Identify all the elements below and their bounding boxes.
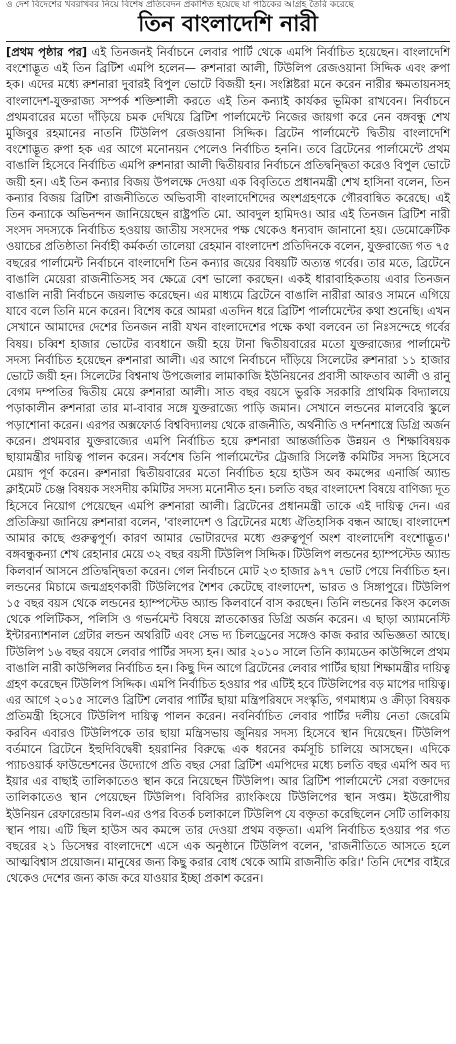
article-body-paragraph (6, 44, 450, 887)
article-body-text: এই তিনজনই নির্বাচনে লেবার পার্টি থেকে এমপি নির্বাচিত হয়েছেন। বাংলাদেশি বংশোদ্ভূত এই তিন ব্রিটিশ এমপি হলেন— রুশনারা আলী, টিউলিপ রেজওয়ানা সিদ্দিক এবং রুপা হক। এদের মধ্যে রুশনারা দুবারই বিপুল ভোটে বিজয়ী হন। সংশ্লিষ্টরা মনে করেন নারীর ক্ষমতায়নসহ বাংলাদেশ-যুক্তরাজ্য সম্পর্ক শক্তিশালী করতে এই তিন কন্যাই কার্যকর ভূমিকা রাখবেন। নির্বাচনে প্রথমবারের মতো দাঁড়িয়ে চমক দেখিয়ে ব্রিটিশ পার্লামেন্টে নিজের জায়গা করে নেন বঙ্গবন্ধু শেখ মুজিবুর রহমানের নাতনি টিউলিপ রেজওয়ানা সিদ্দিক। ব্রিটেন পার্লামেন্টে দ্বিতীয় বাংলাদেশি বংশোদ্ভূত রুপা হক এর আগে মনোনয়ন পেলেও নির্বাচিত হননি। তবে ব্রিটেনের পার্লামেন্টে প্রথম বাঙালি হিসেবে নির্বাচিত এমপি রুশনারা আলী দ্বিতীয়বার নির্বাচনে প্রতিদ্বন্দ্বিতা করেও বিপুল ভোটে জয়ী হন। এই তিন কন্যার বিজয় উপলক্ষে দেওয়া এক বিবৃতিতে প্রধানমন্ত্রী শেখ হাসিনা বলেন, তিন কন্যার বিজয় ব্রিটিশ রাজনীতিতে অভিবাসী বাংলাদেশিদের অংশগ্রহণকে গৌরবান্বিত করেছে। এই তিন কন্যাকে অভিনন্দন জানিয়েছেন রাষ্ট্রপতি মো. আবদুল হামিদও। আর এই তিনজন ব্রিটিশ নারী সংসদ সদস্যকে নির্বাচিত হওয়ায় জাতীয় সংসদের পক্ষ থেকেও ধন্যবাদ জানানো হয়। ডেমোক্রেটিক ওয়াচের প্রতিষ্ঠাতা নির্বাহী কর্মকর্তা তালেয়া রেহমান বাংলাদেশ প্রতিদিনকে বলেন, যুক্তরাজ্যে গত ৭৫ বছরের পার্লামেন্ট নির্বাচনে বাংলাদেশি তিন কন্যার জয়ের বিষয়টি অত্যন্ত গর্বের। তার মতে, ব্রিটেনে বাঙালি মেয়েরা রাজনীতিসহ সব ক্ষেত্রে বেশ ভালো করছেন। একই ধারাবাহিকতায় এবার তিনজন বাঙালি নারী নির্বাচনে জয়লাভ করেছেন। এর মাধ্যমে ব্রিটেনে বাঙালি নারীরা আরও সামনে এগিয়ে যাবে বলে তিনি মনে করেন। বিশেষ করে আমরা এতদিন ধরে ব্রিটিশ পার্লামেন্টের কথা শুনেছি। এখন সেখানে আমাদের দেশের তিনজন নারী যখন বাংলাদেশের পক্ষে কথা বলবেন তা নিঃসন্দেহে গর্বের বিষয়। চব্বিশ হাজার ভোটের ব্যবধানে জয়ী হয়ে টানা দ্বিতীয়বারের মতো যুক্তরাজ্যের পার্লামেন্ট সদস্য নির্বাচিত হয়েছেন রুশনারা আলী। এর আগে নির্বাচনে দাঁড়িয়ে সিলেটের রুশনারা ১১ হাজার ভোটে জয়ী হন। সিলেটের বিশ্বনাথ উপজেলার লামাকাজি ইউনিয়নের প্রবাসী আফতাব আলী ও রানু বেগম দম্পতির দ্বিতীয় মেয়ে রুশনারা আলী। সাত বছর বয়সে ভুরকি সরকারি প্রাথমিক বিদ্যালয়ে পড়াকালীন রুশনারা তার মা-বাবার সঙ্গে যুক্তরাজ্যে পাড়ি জমান। সেখানে লন্ডনের মালবেরি স্কুলে পড়াশোনা করেন। এরপর অক্সফোর্ড বিশ্ববিদ্যালয় থেকে রাজনীতি, অর্থনীতি ও দর্শনশাস্ত্রে ডিগ্রি অর্জন করেন। প্রথমবার যুক্তরাজ্যের এমপি নির্বাচিত হয়ে রুশনারা আন্তর্জাতিক উন্নয়ন ও শিক্ষাবিষয়ক ছায়ামন্ত্রীর দায়িত্ব পালন করেন। সর্বশেষ তিনি পার্লামেন্টের ট্রেজারি সিলেক্ট কমিটির সদস্য হিসেবে মেয়াদ পূর্ণ করেন। রুশনারা দ্বিতীয়বারের মতো নির্বাচিত হয়ে হাউস অব কমন্সের এনার্জি অ্যান্ড ক্লাইমেট চেঞ্জ বিষয়ক সংসদীয় কমিটির সদস্য মনোনীত হন। চলতি বছর বাংলাদেশ বিষয়ে বাণিজ্য দূত হিসেবে নিয়োগ পেয়েছেন এমপি রুশনারা আলী। ব্রিটেনের প্রধানমন্ত্রী তাকে এই দায়িত্ব দেন। এর প্রতিক্রিয়া জানিয়ে রুশনারা বলেন, 'বাংলাদেশ ও ব্রিটেনের মধ্যে ঐতিহাসিক বন্ধন আছে। বাংলাদেশ আমার কাছে গুরুত্বপূর্ণ। কারণ আমার ভোটারদের মধ্যে গুরুত্বপূর্ণ অংশ বাংলাদেশি বংশোদ্ভূত।' বঙ্গবন্ধুকন্যা শেখ রেহানার মেয়ে ৩২ বছর বয়সী টিউলিপ সিদ্দিক। টিউলিপ লন্ডনের হ্যাম্পস্টেড অ্যান্ড কিলবার্ন আসনে প্রতিদ্বন্দ্বিতা করেন। গেল নির্বাচনে মোট ২৩ হাজার ৯৭৭ ভোট পেয়ে নির্বাচিত হন। লন্ডনের মিচামে জন্মগ্রহণকারী টিউলিপের শৈশব কেটেছে বাংলাদেশ, ভারত ও সিঙ্গাপুরে। টিউলিপ ১৫ বছর বয়স থেকে লন্ডনের হ্যাম্পস্টেড অ্যান্ড কিলবার্নে বাস করছেন। তিনি লন্ডনের কিংস কলেজ থেকে পলিটিকস, পলিসি ও গভর্নমেন্ট বিষয়ে স্নাতকোত্তর ডিগ্রি অর্জন করেন। এ ছাড়া অ্যামনেস্টি ইন্টারন্যাশনাল গ্রেটার লন্ডন অথরিটি এবং সেভ দ্য চিলড্রেনের সঙ্গেও কাজ করার অভিজ্ঞতা আছে। টিউলিপ ১৬ বছর বয়সে লেবার পার্টির সদস্য হন। আর ২০১০ সালে তিনি ক্যামডেন কাউন্সিলে প্রথম বাঙালি নারী কাউন্সিলর নির্বাচিত হন। কিছু দিন আগে ব্রিটেনের লেবার পার্টির ছায়া শিক্ষামন্ত্রীর দায়িত্ব গ্রহণ করেছেন টিউলিপ সিদ্দিক। এমপি নির্বাচিত হওয়ার পর এটিই হবে টিউলিপের বড় মাপের দায়িত্ব। এর আগে ২০১৫ সালেও ব্রিটিশ লেবার পার্টির ছায়া মন্ত্রিপরিষদে সংস্কৃতি, গণমাধ্যম ও ক্রীড়া বিষয়ক প্রতিমন্ত্রী হিসেবে টিউলিপ দায়িত্ব পালন করেন। নবনির্বাচিত লেবার পার্টির দলীয় নেতা জেরেমি করবিন এবারও টিউলিপকে তার ছায়া মন্ত্রিসভায় জুনিয়র সদস্য হিসেবে স্থান দিয়েছেন। টিউলিপ বর্তমানে ব্রিটেনে ইহুদিবিদ্বেষী হয়রানির বিরুদ্ধে এক ধরনের কর্মসূচি চালিয়ে আসছেন। এদিকে প্যাচওয়ার্ক ফাউন্ডেশনের উদ্যোগে প্রতি বছর সেরা ব্রিটিশ এমপিদের মধ্যে চলতি বছর এমপি অব দ্য ইয়ার এর বাছাই তালিকাতেও স্থান করে নিয়েছেন টিউলিপ। আর ব্রিটিশ পার্লামেন্টে সেরা বক্তাদের তালিকাতেও স্থান পেয়েছেন টিউলিপ। বিবিসির র‌্যাংকিংয়ে টিউলিপের স্থান সপ্তম। ইউরোপীয় ইউনিয়ন রেফারেন্ডাম বিল-এর ওপর বিতর্ক চলাকালে টিউলিপ যে বক্তৃতা করেছিলেন সেটি তালিকায় স্থান পায়। এটি ছিল হাউস অব কমন্সে তার দেওয়া প্রথম বক্তৃতা। এমপি নির্বাচিত হওয়ার পর গত বছরের ২১ ডিসেম্বর বাংলাদেশে এসে এক অনুষ্ঠানে টিউলিপ বলেন, 'রাজনীতিতে আসতে হলে আত্মবিশ্বাস প্রয়োজন। মানুষের জন্য কিছু করার বোধ থেকে আমি রাজনীতি করি।' তিনি দেশের বাইরে থেকেও দেশের জন্য কাজ করে যাওয়ার ইচ্ছা প্রকাশ করেন। (6, 45, 450, 886)
continued-from-front-page-label: [প্রথম পৃষ্ঠার পর] (6, 45, 88, 59)
headline: তিন বাংলাদেশি নারী (138, 12, 318, 37)
headline-divider (6, 41, 450, 42)
cut-off-top-text: ও দেশ বিদেশের খবরাখবর নিয়ে বিশেষ প্রতিবেদন প্রকাশিত হয়েছে যা পাঠকের আগ্রহ তৈরি করেছে (6, 0, 354, 10)
